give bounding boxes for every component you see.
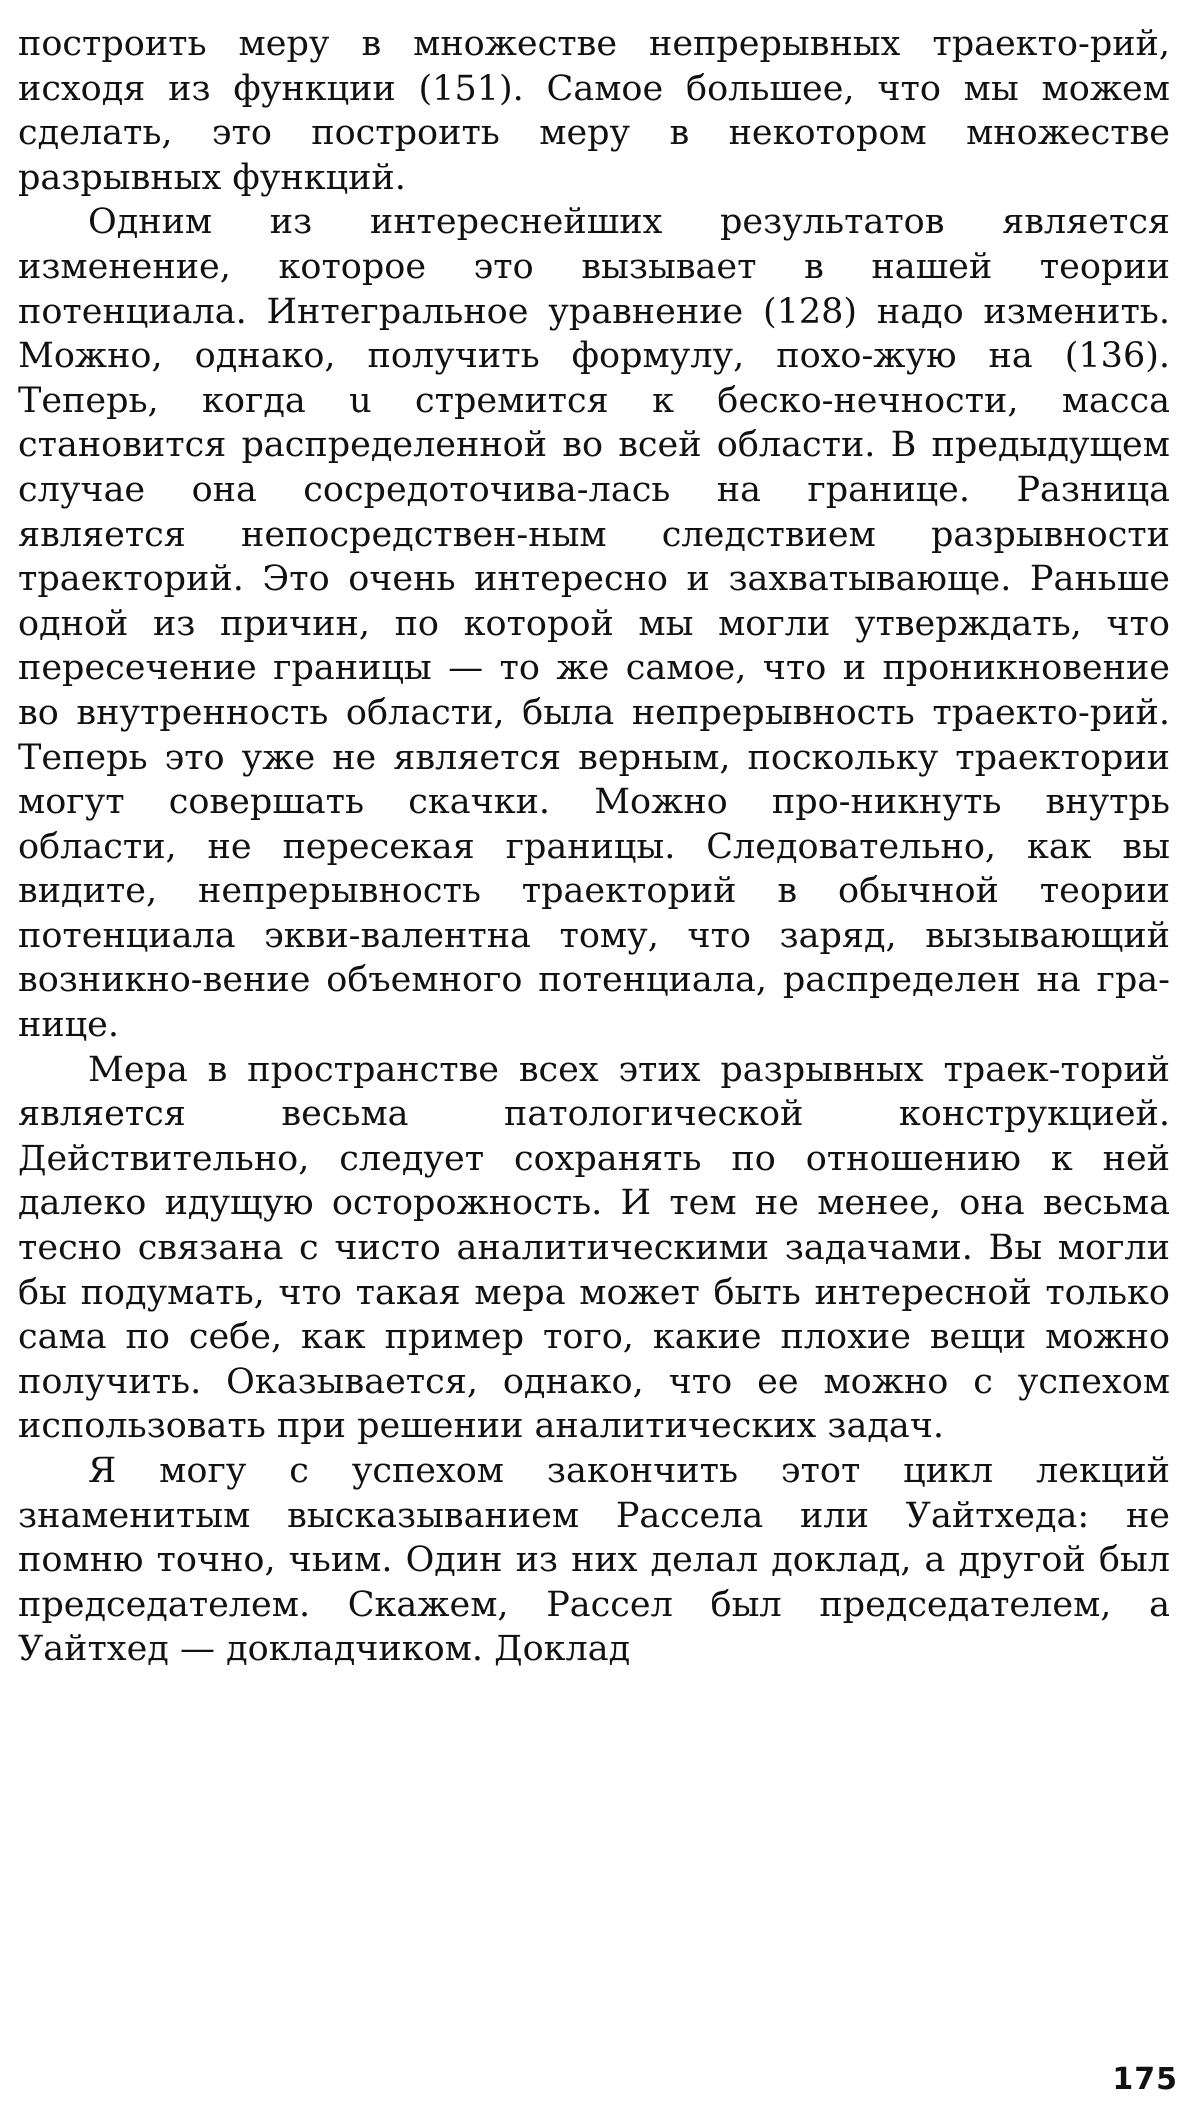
page-number: 175 bbox=[1112, 2062, 1178, 2097]
paragraph-2: Одним из интереснейших результатов является изменение, которое это вызывает в нашей теории потенциала. Интегральное уравнение (128) надо изменить. Можно, однако, получить формулу, похо-жую на (136). Теперь, когда u стремится к беско-нечности, масса становится распределенной во всей области. В предыдущем случае она сосредоточива-лась на границе. Разница является непосредствен-ным следствием разрывности траекторий. Это очень интересно и захватывающе. Раньше одной из причин, по которой мы могли утверждать, что пересечение границы — то же самое, что и проникновение во внутренность области, была непрерывность траекто-рий. Теперь это уже не является верным, поскольку траектории могут совершать скачки. Можно про-никнуть внутрь области, не пересекая границы. Следовательно, как вы видите, непрерывность траекторий в обычной теории потенциала экви-валентна тому, что заряд, вызывающий возникно-вение объемного потенциала, распределен на гра-нице. bbox=[18, 202, 1170, 1046]
page-body bbox=[18, 22, 1170, 1672]
paragraph-3: Мера в пространстве всех этих разрывных траек-торий является весьма патологической конструкцией. Действительно, следует сохранять по отношению к ней далеко идущую осторожность. И тем не менее, она весьма тесно связана с чисто аналитическими задачами. Вы могли бы подумать, что такая мера может быть интересной только сама по себе, как пример того, какие плохие вещи можно получить. Оказывается, однако, что ее можно с успехом использовать при решении аналитических задач. bbox=[18, 1049, 1170, 1447]
paragraph-1: построить меру в множестве непрерывных траекто-рий, исходя из функции (151). Самое большее, что мы можем сделать, это построить меру в некотором множестве разрывных функций. bbox=[18, 24, 1170, 198]
paragraph-4: Я могу с успехом закончить этот цикл лекций знаменитым высказыванием Рассела или Уайтхеда: не помню точно, чьим. Один из них делал доклад, а другой был председателем. Скажем, Рассел был председателем, а Уайтхед — докладчиком. Доклад bbox=[18, 1451, 1170, 1670]
